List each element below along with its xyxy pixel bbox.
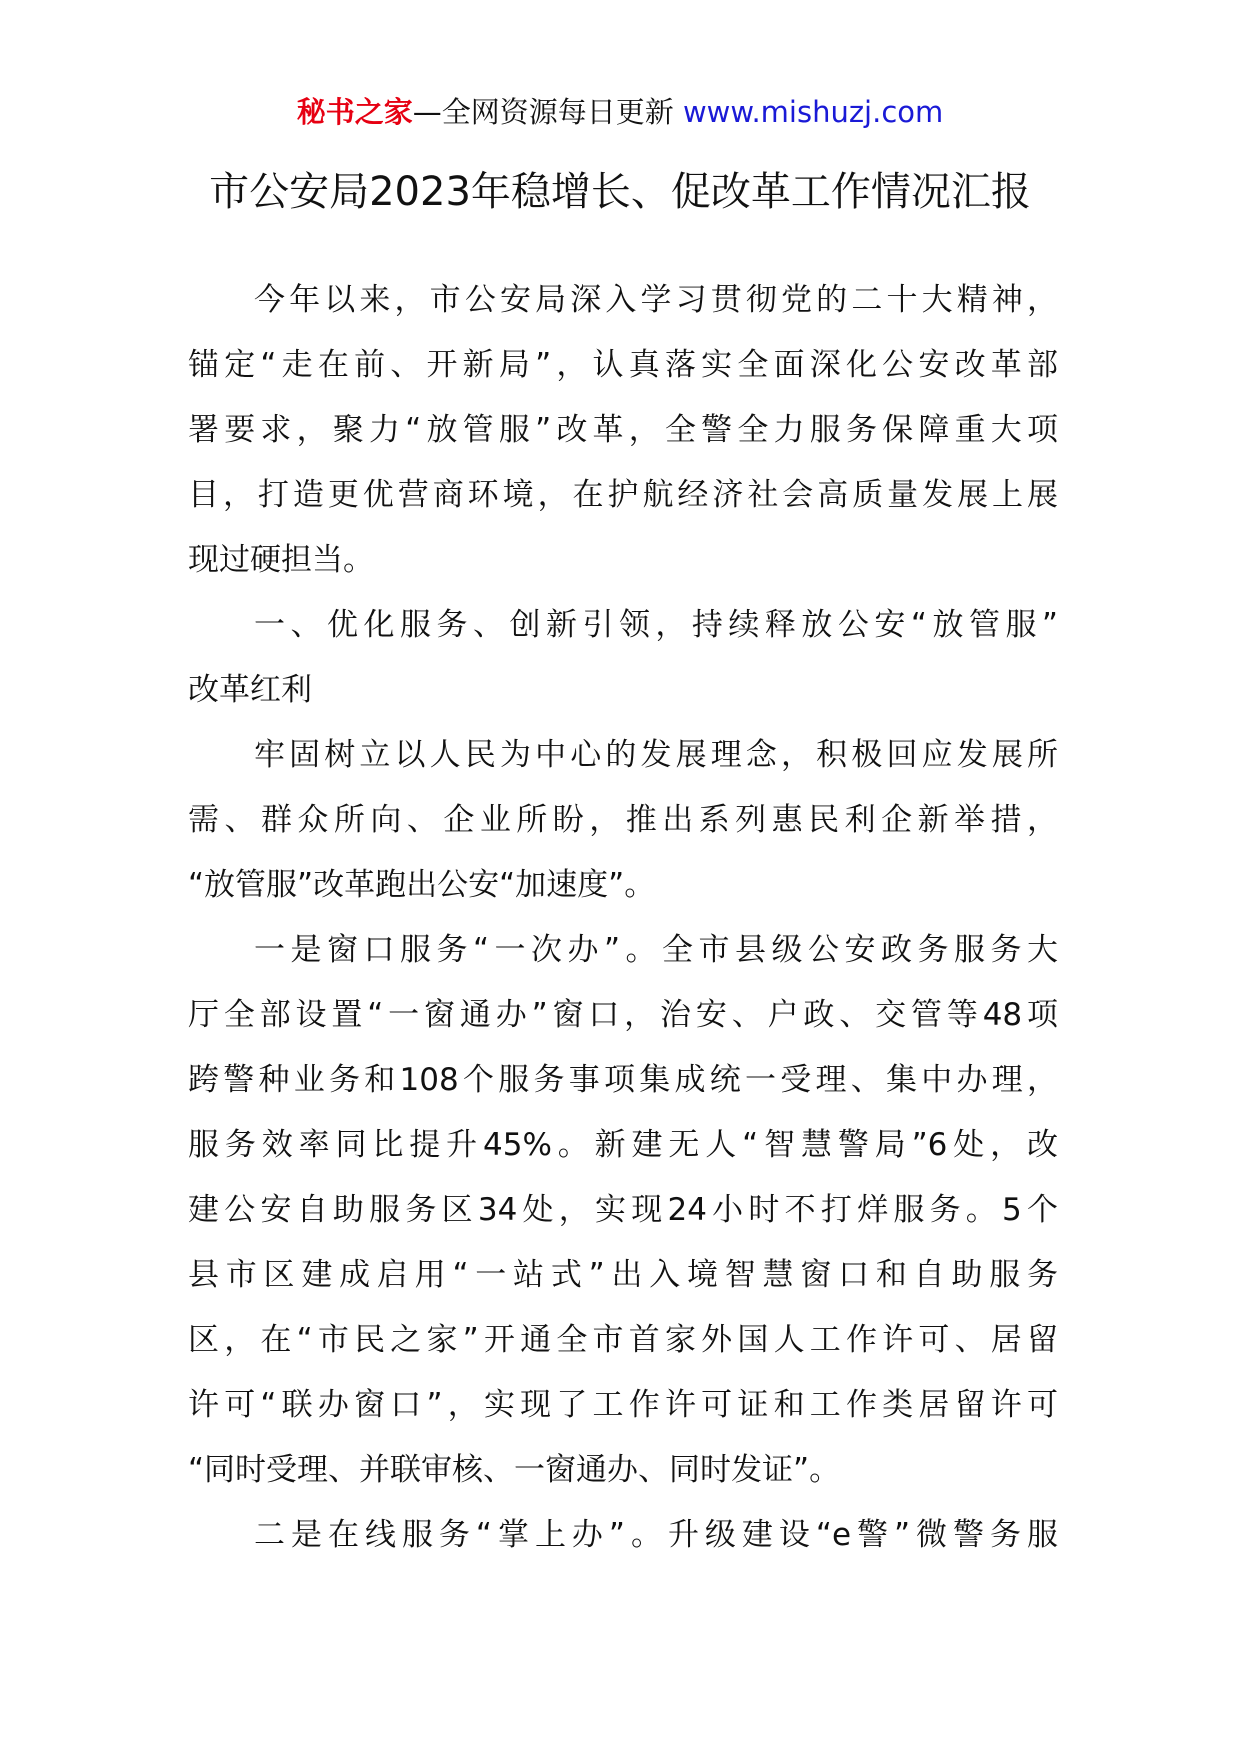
section-heading: 改革红利 [188,672,312,708]
text-line: 目，打造更优营商环境，在护航经济社会高质量发展上展 [188,477,1058,513]
text-line: 需、群众所向、企业所盼，推出系列惠民利企新举措， [188,802,1058,838]
text-line: 服务效率同比提升45%。新建无人“智慧警局”6处，改 [188,1127,1058,1163]
text-line: 区，在“市民之家”开通全市首家外国人工作许可、居留 [188,1322,1058,1358]
text-line: 县市区建成启用“一站式”出入境智慧窗口和自助服务 [188,1257,1058,1293]
text-line: 锚定“走在前、开新局”，认真落实全面深化公安改革部 [188,347,1058,383]
text-line: 厅全部设置“一窗通办”窗口，治安、户政、交管等48项 [188,997,1058,1033]
text-line: 一是窗口服务“一次办”。全市县级公安政务服务大 [254,932,1058,968]
section-heading: 一、优化服务、创新引领，持续释放公安“放管服” [254,607,1058,643]
text-line: 许可“联办窗口”，实现了工作许可证和工作类居留许可 [188,1387,1058,1423]
text-line: 牢固树立以人民为中心的发展理念，积极回应发展所 [254,737,1058,773]
text-line: 署要求，聚力“放管服”改革，全警全力服务保障重大项 [188,412,1058,448]
site-brand: 秘书之家 [296,95,413,129]
text-line: 二是在线服务“掌上办”。升级建设“e警”微警务服 [254,1517,1058,1553]
site-url-link[interactable]: www.mishuzj.com [682,95,944,129]
site-tagline: —全网资源每日更新 [412,95,674,129]
document-title: 市公安局2023年稳增长、促改革工作情况汇报 [209,169,1031,215]
text-line: 跨警种业务和108个服务事项集成统一受理、集中办理， [188,1062,1058,1098]
text-line: 建公安自助服务区34处，实现24小时不打烊服务。5个 [188,1192,1058,1228]
text-line: 现过硬担当。 [188,542,374,578]
text-line: 今年以来，市公安局深入学习贯彻党的二十大精神， [254,282,1058,318]
text-line: “放管服”改革跑出公安“加速度”。 [188,867,656,903]
site-header [0,92,1240,132]
document-body [188,268,1058,1568]
text-line: “同时受理、并联审核、一窗通办、同时发证”。 [188,1452,841,1488]
